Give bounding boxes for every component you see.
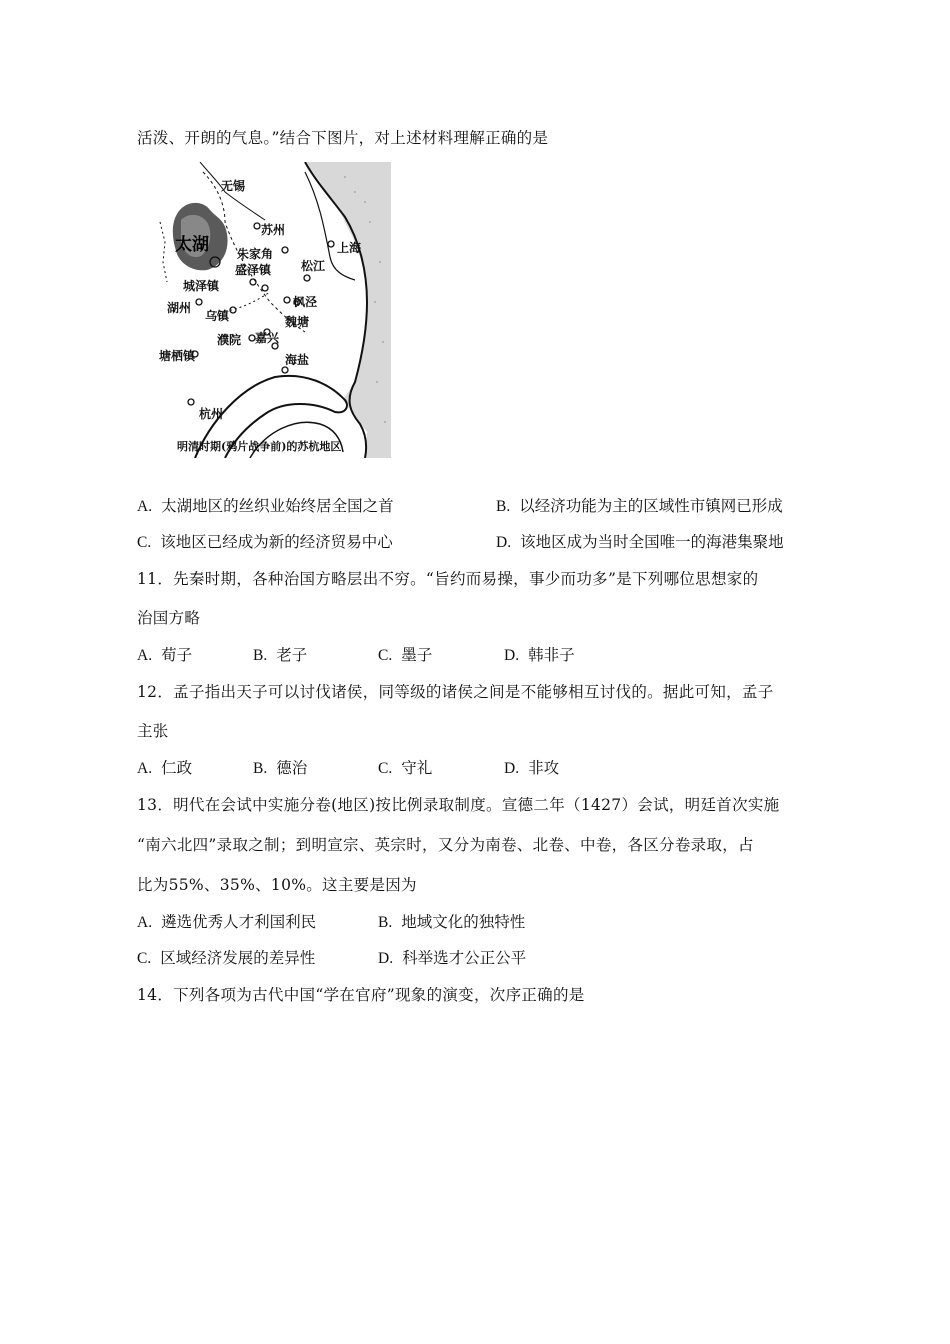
option-letter: C.: [378, 760, 393, 777]
map-label-shanghai: 上海: [337, 241, 362, 255]
q13-option-c[interactable]: [137, 948, 315, 969]
map-label-hangzhou: 杭州: [199, 407, 224, 421]
map-figure: [155, 162, 391, 458]
q10-option-b[interactable]: [496, 496, 783, 517]
map-label-wuzhen: 乌镇: [205, 309, 230, 323]
option-letter: C.: [378, 647, 393, 664]
map-label-songjiang: 松江: [301, 259, 326, 273]
option-text: 该地区成为当时全国唯一的海港集聚地: [520, 533, 784, 551]
q11-option-c[interactable]: [378, 645, 432, 666]
map-label-taihu: 太湖: [175, 235, 209, 255]
q13-stem-line1: 13．明代在会试中实施分卷(地区)按比例录取制度。宣德二年（1427）会试，明廷首次实施: [137, 796, 780, 814]
q12-option-b[interactable]: [253, 758, 307, 779]
option-text: 以经济功能为主的区域性市镇网已形成: [519, 497, 783, 515]
suhang-region-map: [155, 162, 391, 458]
q12-option-c[interactable]: [378, 758, 432, 779]
option-letter: C.: [137, 534, 152, 551]
option-letter: A.: [137, 498, 153, 515]
q12-option-d[interactable]: [504, 758, 559, 779]
option-letter: B.: [253, 760, 268, 777]
option-text: 仁政: [161, 759, 193, 777]
option-text: 太湖地区的丝织业始终居全国之首: [161, 497, 394, 515]
q11-stem-line2: 治国方略: [137, 609, 201, 627]
map-label-tangqizhen: 塘栖镇: [159, 349, 196, 363]
option-letter: C.: [137, 950, 152, 967]
map-label-suzhou: 苏州: [261, 223, 286, 237]
map-label-jiaxing: 嘉兴: [255, 331, 280, 345]
option-text: 地域文化的独特性: [401, 913, 526, 931]
q13-option-b[interactable]: [378, 912, 525, 933]
q10-option-c[interactable]: [137, 532, 393, 553]
map-label-fengjing: 枫泾: [293, 295, 318, 309]
option-text: 遴选优秀人才利国利民: [161, 913, 317, 931]
option-text: 荀子: [161, 646, 193, 664]
q11-stem-line1: 11．先秦时期，各种治国方略层出不穷。“旨约而易操，事少而功多”是下列哪位思想家的: [137, 570, 759, 588]
map-label-chengzezhen: 城泽镇: [183, 279, 220, 293]
option-text: 科举选才公正公平: [402, 949, 527, 967]
q11-option-a[interactable]: [137, 645, 192, 666]
option-letter: B.: [378, 914, 393, 931]
map-label-huzhou: 湖州: [167, 301, 192, 315]
option-letter: D.: [504, 647, 520, 664]
map-caption: 明清时期(鸦片战争前)的苏杭地区: [177, 440, 342, 453]
option-text: 德治: [276, 759, 308, 777]
q13-stem-line2: “南六北四”录取之制；到明宣宗、英宗时，又分为南卷、北卷、中卷，各区分卷录取，占: [137, 836, 754, 854]
option-text: 守礼: [401, 759, 433, 777]
option-text: 墨子: [401, 646, 433, 664]
q13-option-a[interactable]: [137, 912, 316, 933]
option-text: 区域经济发展的差异性: [160, 949, 316, 967]
option-letter: A.: [137, 760, 153, 777]
q12-option-a[interactable]: [137, 758, 192, 779]
option-letter: D.: [504, 760, 520, 777]
option-text: 韩非子: [528, 646, 575, 664]
q11-option-b[interactable]: [253, 645, 307, 666]
map-label-puyuan: 濮院: [217, 333, 242, 347]
q14-stem-line1: 14．下列各项为古代中国“学在官府”现象的演变，次序正确的是: [137, 986, 585, 1004]
q13-option-d[interactable]: [378, 948, 526, 969]
q12-stem-line1: 12．孟子指出天子可以讨伐诸侯，同等级的诸侯之间是不能够相互讨伐的。据此可知，孟子: [137, 683, 774, 701]
map-label-haiyan: 海盐: [285, 353, 310, 367]
option-letter: B.: [496, 498, 511, 515]
option-letter: A.: [137, 914, 153, 931]
q12-stem-line2: 主张: [137, 722, 169, 740]
option-text: 该地区已经成为新的经济贸易中心: [160, 533, 393, 551]
q10-option-a[interactable]: [137, 496, 394, 517]
map-label-shengzezhen: 盛泽镇: [235, 263, 272, 277]
q10-option-d[interactable]: [496, 532, 784, 553]
q13-stem-line3: 比为55%、35%、10%。这主要是因为: [137, 876, 417, 894]
option-letter: B.: [253, 647, 268, 664]
map-label-wuxi: 无锡: [221, 179, 246, 193]
option-letter: D.: [378, 950, 394, 967]
question-10-stem-tail: 活泼、开朗的气息。”结合下图片，对上述材料理解正确的是: [137, 129, 549, 147]
option-letter: D.: [496, 534, 512, 551]
option-text: 非攻: [528, 759, 560, 777]
map-label-weitang: 魏塘: [285, 315, 310, 329]
option-letter: A.: [137, 647, 153, 664]
map-label-zhujiajiao: 朱家角: [237, 247, 274, 261]
option-text: 老子: [276, 646, 308, 664]
q11-option-d[interactable]: [504, 645, 575, 666]
